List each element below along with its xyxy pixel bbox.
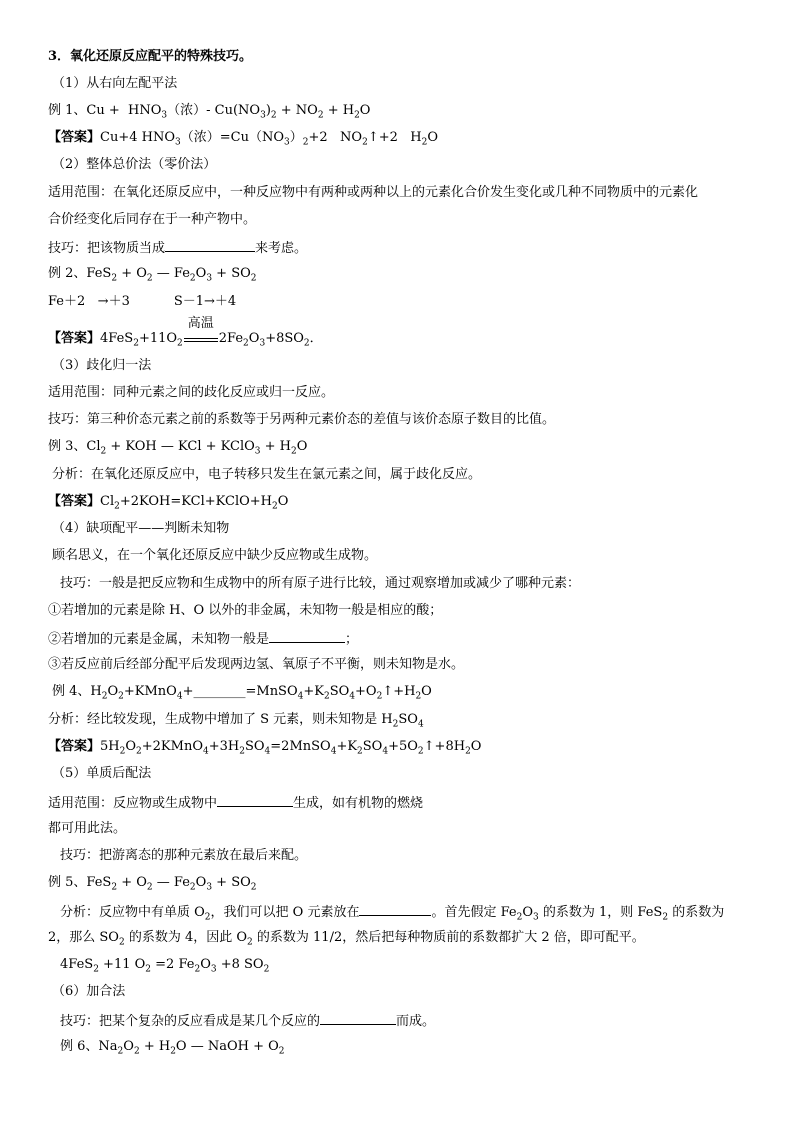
method-2-scope-line-1: 适用范围：在氧化还原反应中，一种反应物中有两种或两种以上的元素化合价发生变化或几种不同物质中的元素化 [48,185,699,200]
method-4-heading: （4）缺项配平——判断未知物 [52,521,230,536]
example-2 [48,264,753,284]
method-2-technique-suffix: 来考虑。 [255,241,308,256]
method-3-technique: 技巧：第三种价态元素之前的系数等于另两种元素价态的差值与该价态原子数目的比值。 [48,412,556,427]
example-4-equation-left: $H_2O_2+KMnO_4+$ [90,684,194,702]
valence-fe: Fe＋2 →＋3 [48,294,130,309]
example-3-label: 例 3、 [48,439,87,454]
method-2-technique-text: 技巧：把该物质当成 [48,241,166,256]
example-6-label: 例 6、 [60,1039,99,1054]
section-title: 3．氧化还原反应配平的特殊技巧。 [48,49,253,64]
answer-4 [48,737,753,757]
method-6-technique [60,1010,753,1032]
answer-2 [48,316,753,349]
fill-blank[interactable] [320,1010,396,1025]
example-3-analysis: 分析：在氧化还原反应中，电子转移只发生在氯元素之间，属于歧化反应。 [52,467,482,482]
example-5-equation: $FeS_2 + O_2$ — $Fe_2O_3 + SO_2$ [86,875,257,893]
method-4-rule-2-suffix: ； [345,632,359,647]
fill-blank[interactable] [165,237,255,252]
method-5-scope-suffix: 生成，如有机物的燃烧 [293,796,424,811]
answer-2-label: 【答案】 [48,331,101,346]
example-2-valence [48,292,753,312]
method-4-intro: 顾名思义，在一个氧化还原反应中缺少反应物或生成物。 [52,548,378,563]
method-5-scope-text: 适用范围：反应物或生成物中 [48,796,218,811]
example-3 [48,437,753,457]
example-5-analysis [60,901,753,923]
example-5-analysis-suffix: 。首先假定 $Fe_2O_3$ 的系数为 1，则 FeS$_2$ 的系数为 [431,905,725,923]
example-4-analysis: 分析：经比较发现，生成物中增加了 S 元素，则未知物是 $H_2SO_4$ [48,712,424,730]
method-3-scope: 适用范围：同种元素之间的歧化反应或归一反应。 [48,385,335,400]
method-4-technique: 技巧：一般是把反应物和生成物中的所有原子进行比较，通过观察增加或减少了哪种元素： [60,576,581,591]
method-4-rule-1: ①若增加的元素是除 H、O 以外的非金属，未知物一般是相应的酸； [48,603,443,618]
example-1-label: 例 1、 [48,103,87,118]
method-3-heading: （3）歧化归一法 [52,358,152,373]
answer-1-label: 【答案】 [48,130,101,145]
answer-4-equation: $5H_2O_2+2KMnO_4+3H_2SO_4=2MnSO_4+K_2SO_4+5O_2↑+8H_2O$ [100,739,482,757]
example-4-blank[interactable]: ________ [193,684,246,699]
answer-3-equation: $Cl_2+2KOH=KCl+KClO+H_2O$ [100,494,289,512]
method-5-heading: （5）单质后配法 [52,766,152,781]
method-6-heading: （6）加合法 [52,984,126,999]
method-6-technique-text: 技巧：把某个复杂的反应看成是某几个反应的 [60,1014,321,1029]
valence-s: S－1→＋4 [173,294,237,309]
example-5-label: 例 5、 [48,875,87,890]
answer-2-left: $4FeS_2+11O_2$ [100,331,183,349]
fill-blank[interactable] [359,901,431,916]
answer-1-equation: Cu+4 $HNO_3$（浓）$=Cu(NO_3)_2+2$ $NO_2↑+2$ $H_2O$ [100,130,439,148]
example-4-equation-right: $=MnSO_4+K_2SO_4+O_2↑+H_2O$ [245,684,432,702]
reaction-condition: 高温 [187,316,214,331]
example-6 [60,1037,753,1057]
example-1 [48,101,753,121]
example-2-label: 例 2、 [48,266,87,281]
method-2-technique [48,237,753,259]
method-5-technique: 技巧：把游离态的那种元素放在最后来配。 [60,848,308,863]
example-6-equation: $Na_2O_2 + H_2O$ — NaOH + $O_2$ [98,1039,285,1057]
example-5-analysis-text: 分析：反应物中有单质 $O_2$，我们可以把 O 元素放在 [60,905,360,923]
example-2-equation: $FeS_2 + O_2$ — $Fe_2O_3 + SO_2$ [86,266,257,284]
method-5-scope-line-2: 都可用此法。 [48,821,127,836]
method-4-rule-3: ③若反应前后经部分配平后发现两边氢、氧原子不平衡，则未知物是水。 [48,657,465,672]
reaction-condition-arrow [184,316,218,342]
example-3-equation: $Cl_2$ + KOH — KCl + KClO$_3$ + $H_2O$ [86,439,308,457]
answer-1 [48,128,753,148]
method-6-technique-suffix: 而成。 [396,1014,436,1029]
example-5 [48,873,753,893]
example-5-analysis-line-2: 2，那么 $SO_2$ 的系数为 4，因此 $O_2$ 的系数为 11/2，然后把每种物质前的系数都扩大 2 倍，即可配平。 [48,930,645,948]
answer-3 [48,492,753,512]
answer-2-right: $2Fe_2O_3+8SO_2$． [218,331,323,349]
method-4-rule-2 [48,628,753,650]
example-4-label: 例 4、 [52,684,91,699]
example-5-result: 4FeS$_2$ +11 $O_2 =2$ $Fe_2O_3 +8$ $SO_2$ [60,957,270,975]
method-5-scope [48,792,753,814]
method-2-scope-line-2: 合价经变化后同存在于一种产物中。 [48,212,257,227]
fill-blank[interactable] [269,628,345,643]
method-1-heading: （1）从右向左配平法 [52,76,178,91]
method-4-rule-2-text: ②若增加的元素是金属，未知物一般是 [48,632,270,647]
fill-blank[interactable] [217,792,293,807]
example-4 [52,682,753,702]
method-2-heading: （2）整体总价法（零价法） [52,157,217,172]
answer-4-label: 【答案】 [48,739,101,754]
example-1-equation: $Cu + HNO_3$（浓）- $Cu(NO_3)_2 + NO_2 + H_2O$ [86,103,371,121]
answer-3-label: 【答案】 [48,494,101,509]
